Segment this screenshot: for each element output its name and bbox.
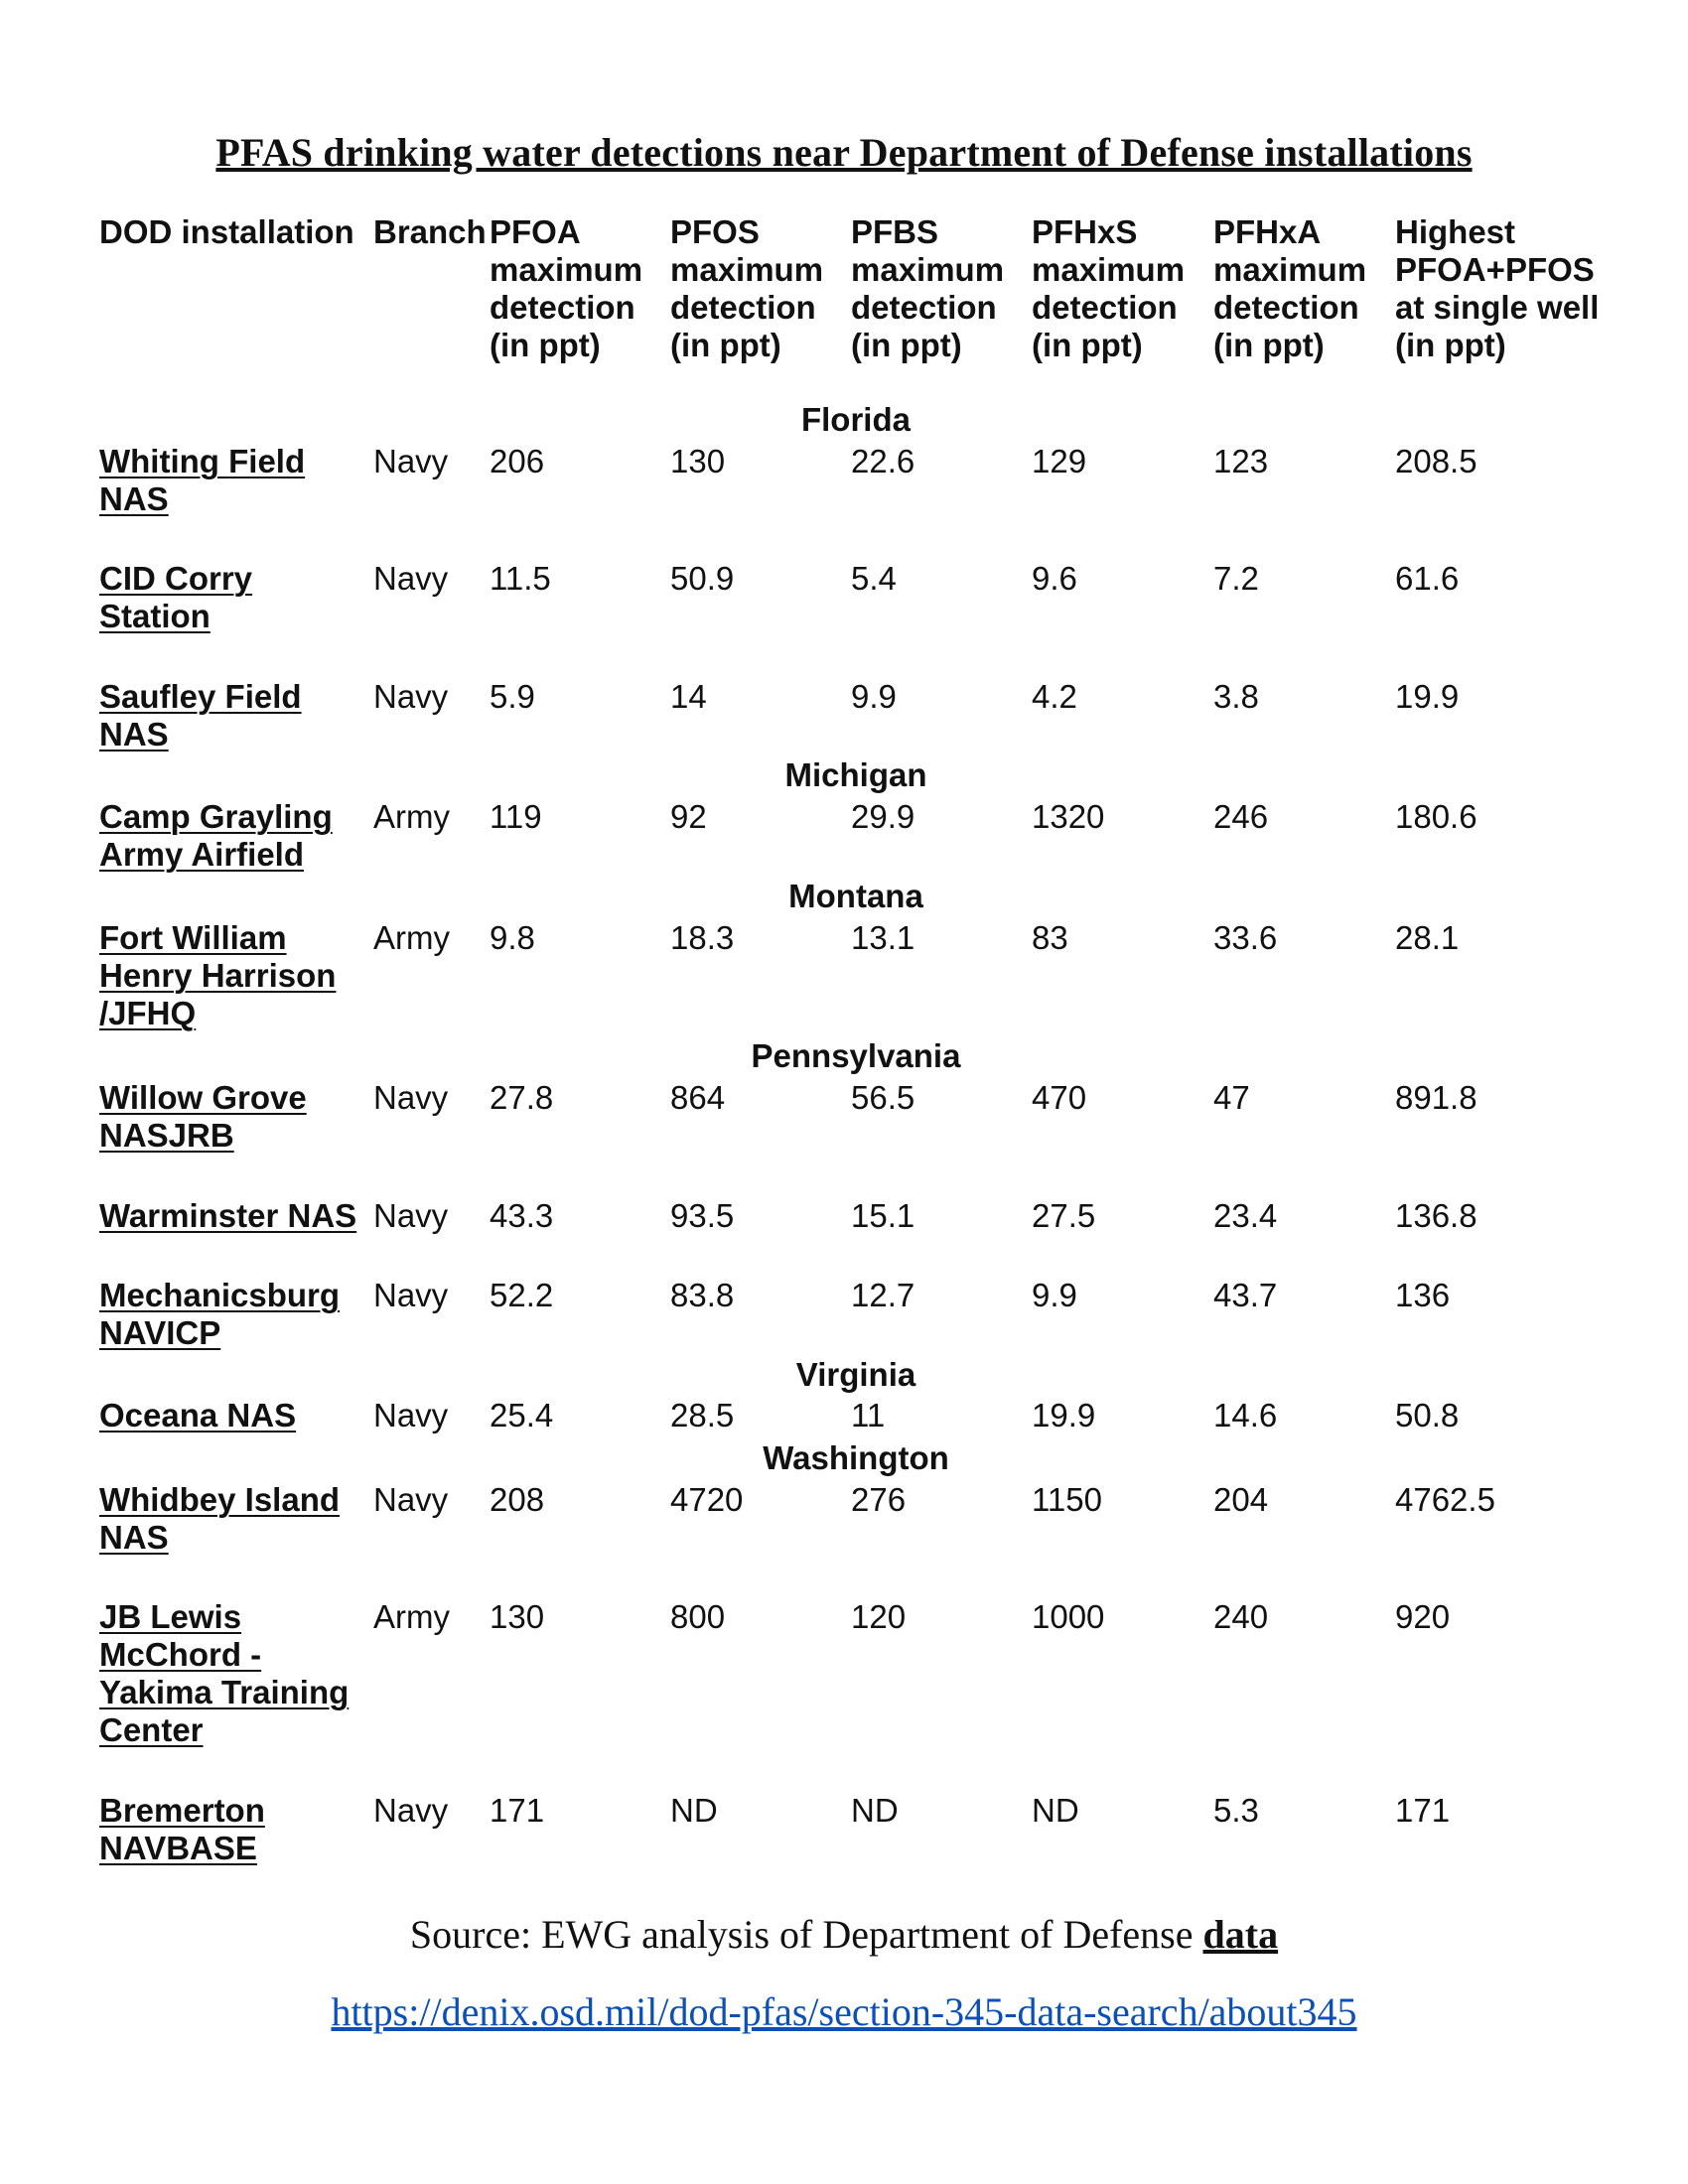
state-pennsylvania: Pennsylvania (751, 1037, 961, 1074)
cell-branch: Navy (373, 1079, 449, 1116)
cell-pfhxs: 470 (1032, 1079, 1087, 1116)
header-highest: Highest PFOA+PFOS at single well (in ppt) (1395, 213, 1600, 363)
cell-pfos: 130 (670, 443, 726, 479)
cell-highest: 208.5 (1395, 443, 1477, 479)
cell-highest: 28.1 (1395, 919, 1460, 956)
installation-link[interactable]: CID Corry Station (99, 560, 253, 634)
cell-pfoa: 43.3 (490, 1197, 554, 1234)
cell-pfoa: 52.2 (490, 1277, 554, 1313)
cell-pfhxa: 43.7 (1213, 1277, 1278, 1313)
state-virginia: Virginia (795, 1356, 916, 1393)
cell-pfhxs: 19.9 (1032, 1397, 1096, 1433)
cell-highest: 920 (1395, 1598, 1451, 1635)
installation-link[interactable]: Fort William Henry Harrison /JFHQ (99, 919, 337, 1031)
header-installation: DOD installation (99, 213, 354, 250)
cell-pfos: 14 (670, 678, 707, 715)
cell-pfos: 800 (670, 1598, 726, 1635)
cell-branch: Army (373, 1598, 450, 1635)
installation-link[interactable]: Bremerton NAVBASE (99, 1792, 265, 1866)
cell-branch: Army (373, 919, 450, 956)
header-pfoa: PFOA maximum detection (in ppt) (490, 213, 643, 363)
header-pfos: PFOS maximum detection (in ppt) (670, 213, 824, 363)
cell-pfbs: 11 (851, 1397, 886, 1433)
cell-pfhxa: 23.4 (1213, 1197, 1278, 1234)
cell-pfhxa: 5.3 (1213, 1792, 1259, 1829)
cell-pfoa: 9.8 (490, 919, 535, 956)
cell-pfhxs: 1000 (1032, 1598, 1105, 1635)
cell-pfhxa: 240 (1213, 1598, 1269, 1635)
installation-link[interactable]: Saufley Field NAS (99, 678, 302, 752)
cell-pfbs: 22.6 (851, 443, 915, 479)
cell-pfbs: 15.1 (851, 1197, 915, 1234)
cell-pfbs: 276 (851, 1481, 907, 1518)
state-michigan: Michigan (784, 756, 927, 793)
cell-highest: 50.8 (1395, 1397, 1460, 1433)
cell-branch: Navy (373, 443, 449, 479)
cell-pfos: 50.9 (670, 560, 735, 597)
state-washington: Washington (763, 1439, 949, 1476)
cell-branch: Navy (373, 1277, 449, 1313)
cell-branch: Navy (373, 1197, 449, 1234)
cell-pfos: 864 (670, 1079, 726, 1116)
source-prefix: Source: EWG analysis of Department of Defense (409, 1912, 1203, 1957)
cell-pfos: 83.8 (670, 1277, 735, 1313)
cell-pfos: 28.5 (670, 1397, 735, 1433)
header-pfhxs: PFHxS maximum detection (in ppt) (1032, 213, 1186, 363)
cell-branch: Navy (373, 1792, 449, 1829)
cell-pfoa: 25.4 (490, 1397, 554, 1433)
cell-pfoa: 27.8 (490, 1079, 554, 1116)
state-montana: Montana (788, 878, 923, 914)
cell-pfhxs: 9.9 (1032, 1277, 1077, 1313)
cell-branch: Navy (373, 1397, 449, 1433)
installation-link[interactable]: Willow Grove NASJRB (99, 1079, 307, 1154)
cell-branch: Navy (373, 678, 449, 715)
cell-pfbs: 9.9 (851, 678, 897, 715)
cell-pfhxa: 123 (1213, 443, 1269, 479)
cell-pfbs: 12.7 (851, 1277, 915, 1313)
cell-pfhxa: 14.6 (1213, 1397, 1278, 1433)
cell-pfbs: ND (851, 1792, 899, 1829)
cell-pfhxa: 246 (1213, 798, 1269, 835)
cell-branch: Navy (373, 1481, 449, 1518)
cell-pfoa: 206 (490, 443, 545, 479)
cell-pfhxs: 83 (1032, 919, 1068, 956)
cell-pfhxa: 7.2 (1213, 560, 1259, 597)
installation-link[interactable]: Warminster NAS (99, 1197, 357, 1234)
cell-pfbs: 13.1 (851, 919, 915, 956)
installation-link[interactable]: Camp Grayling Army Airfield (99, 798, 333, 873)
cell-highest: 891.8 (1395, 1079, 1477, 1116)
cell-pfhxs: 129 (1032, 443, 1087, 479)
cell-pfhxs: 4.2 (1032, 678, 1077, 715)
cell-pfos: 18.3 (670, 919, 735, 956)
cell-pfos: 4720 (670, 1481, 744, 1518)
header-pfbs: PFBS maximum detection (in ppt) (851, 213, 1005, 363)
source-note (0, 1911, 1688, 1958)
cell-pfoa: 130 (490, 1598, 545, 1635)
cell-highest: 61.6 (1395, 560, 1460, 597)
installation-link[interactable]: Whidbey Island NAS (99, 1481, 341, 1556)
cell-pfbs: 29.9 (851, 798, 915, 835)
header-branch: Branch (373, 213, 487, 250)
cell-branch: Navy (373, 560, 449, 597)
cell-pfhxs: ND (1032, 1792, 1079, 1829)
cell-pfos: ND (670, 1792, 718, 1829)
cell-pfhxa: 204 (1213, 1481, 1269, 1518)
cell-pfoa: 171 (490, 1792, 545, 1829)
cell-pfhxs: 1320 (1032, 798, 1105, 835)
cell-pfoa: 119 (490, 798, 542, 835)
installation-link[interactable]: Oceana NAS (99, 1397, 297, 1433)
installation-link[interactable]: Whiting Field NAS (99, 443, 306, 517)
cell-highest: 180.6 (1395, 798, 1477, 835)
cell-pfhxs: 27.5 (1032, 1197, 1096, 1234)
cell-pfhxa: 3.8 (1213, 678, 1259, 715)
installation-link[interactable]: JB Lewis McChord - Yakima Training Center (99, 1598, 350, 1748)
cell-pfhxa: 47 (1213, 1079, 1250, 1116)
cell-pfoa: 208 (490, 1481, 545, 1518)
cell-highest: 136 (1395, 1277, 1451, 1313)
cell-pfbs: 120 (851, 1598, 907, 1635)
source-url-link[interactable]: https://denix.osd.mil/dod-pfas/section-345-data-search/about345 (331, 1989, 1357, 2034)
cell-highest: 136.8 (1395, 1197, 1477, 1234)
cell-pfbs: 56.5 (851, 1079, 915, 1116)
source-data-link[interactable]: data (1202, 1912, 1279, 1957)
cell-pfoa: 5.9 (490, 678, 535, 715)
cell-pfhxs: 1150 (1032, 1481, 1102, 1518)
cell-pfhxa: 33.6 (1213, 919, 1278, 956)
installation-link[interactable]: Mechanicsburg NAVICP (99, 1277, 341, 1351)
cell-highest: 171 (1395, 1792, 1451, 1829)
cell-branch: Army (373, 798, 450, 835)
cell-pfos: 93.5 (670, 1197, 735, 1234)
page-title: PFAS drinking water detections near Department of Defense installations (215, 130, 1473, 175)
state-florida: Florida (800, 401, 911, 438)
cell-pfoa: 11.5 (490, 560, 551, 597)
cell-highest: 4762.5 (1395, 1481, 1495, 1518)
cell-highest: 19.9 (1395, 678, 1460, 715)
cell-pfhxs: 9.6 (1032, 560, 1077, 597)
cell-pfbs: 5.4 (851, 560, 897, 597)
header-pfhxa: PFHxA maximum detection (in ppt) (1213, 213, 1367, 363)
cell-pfos: 92 (670, 798, 707, 835)
